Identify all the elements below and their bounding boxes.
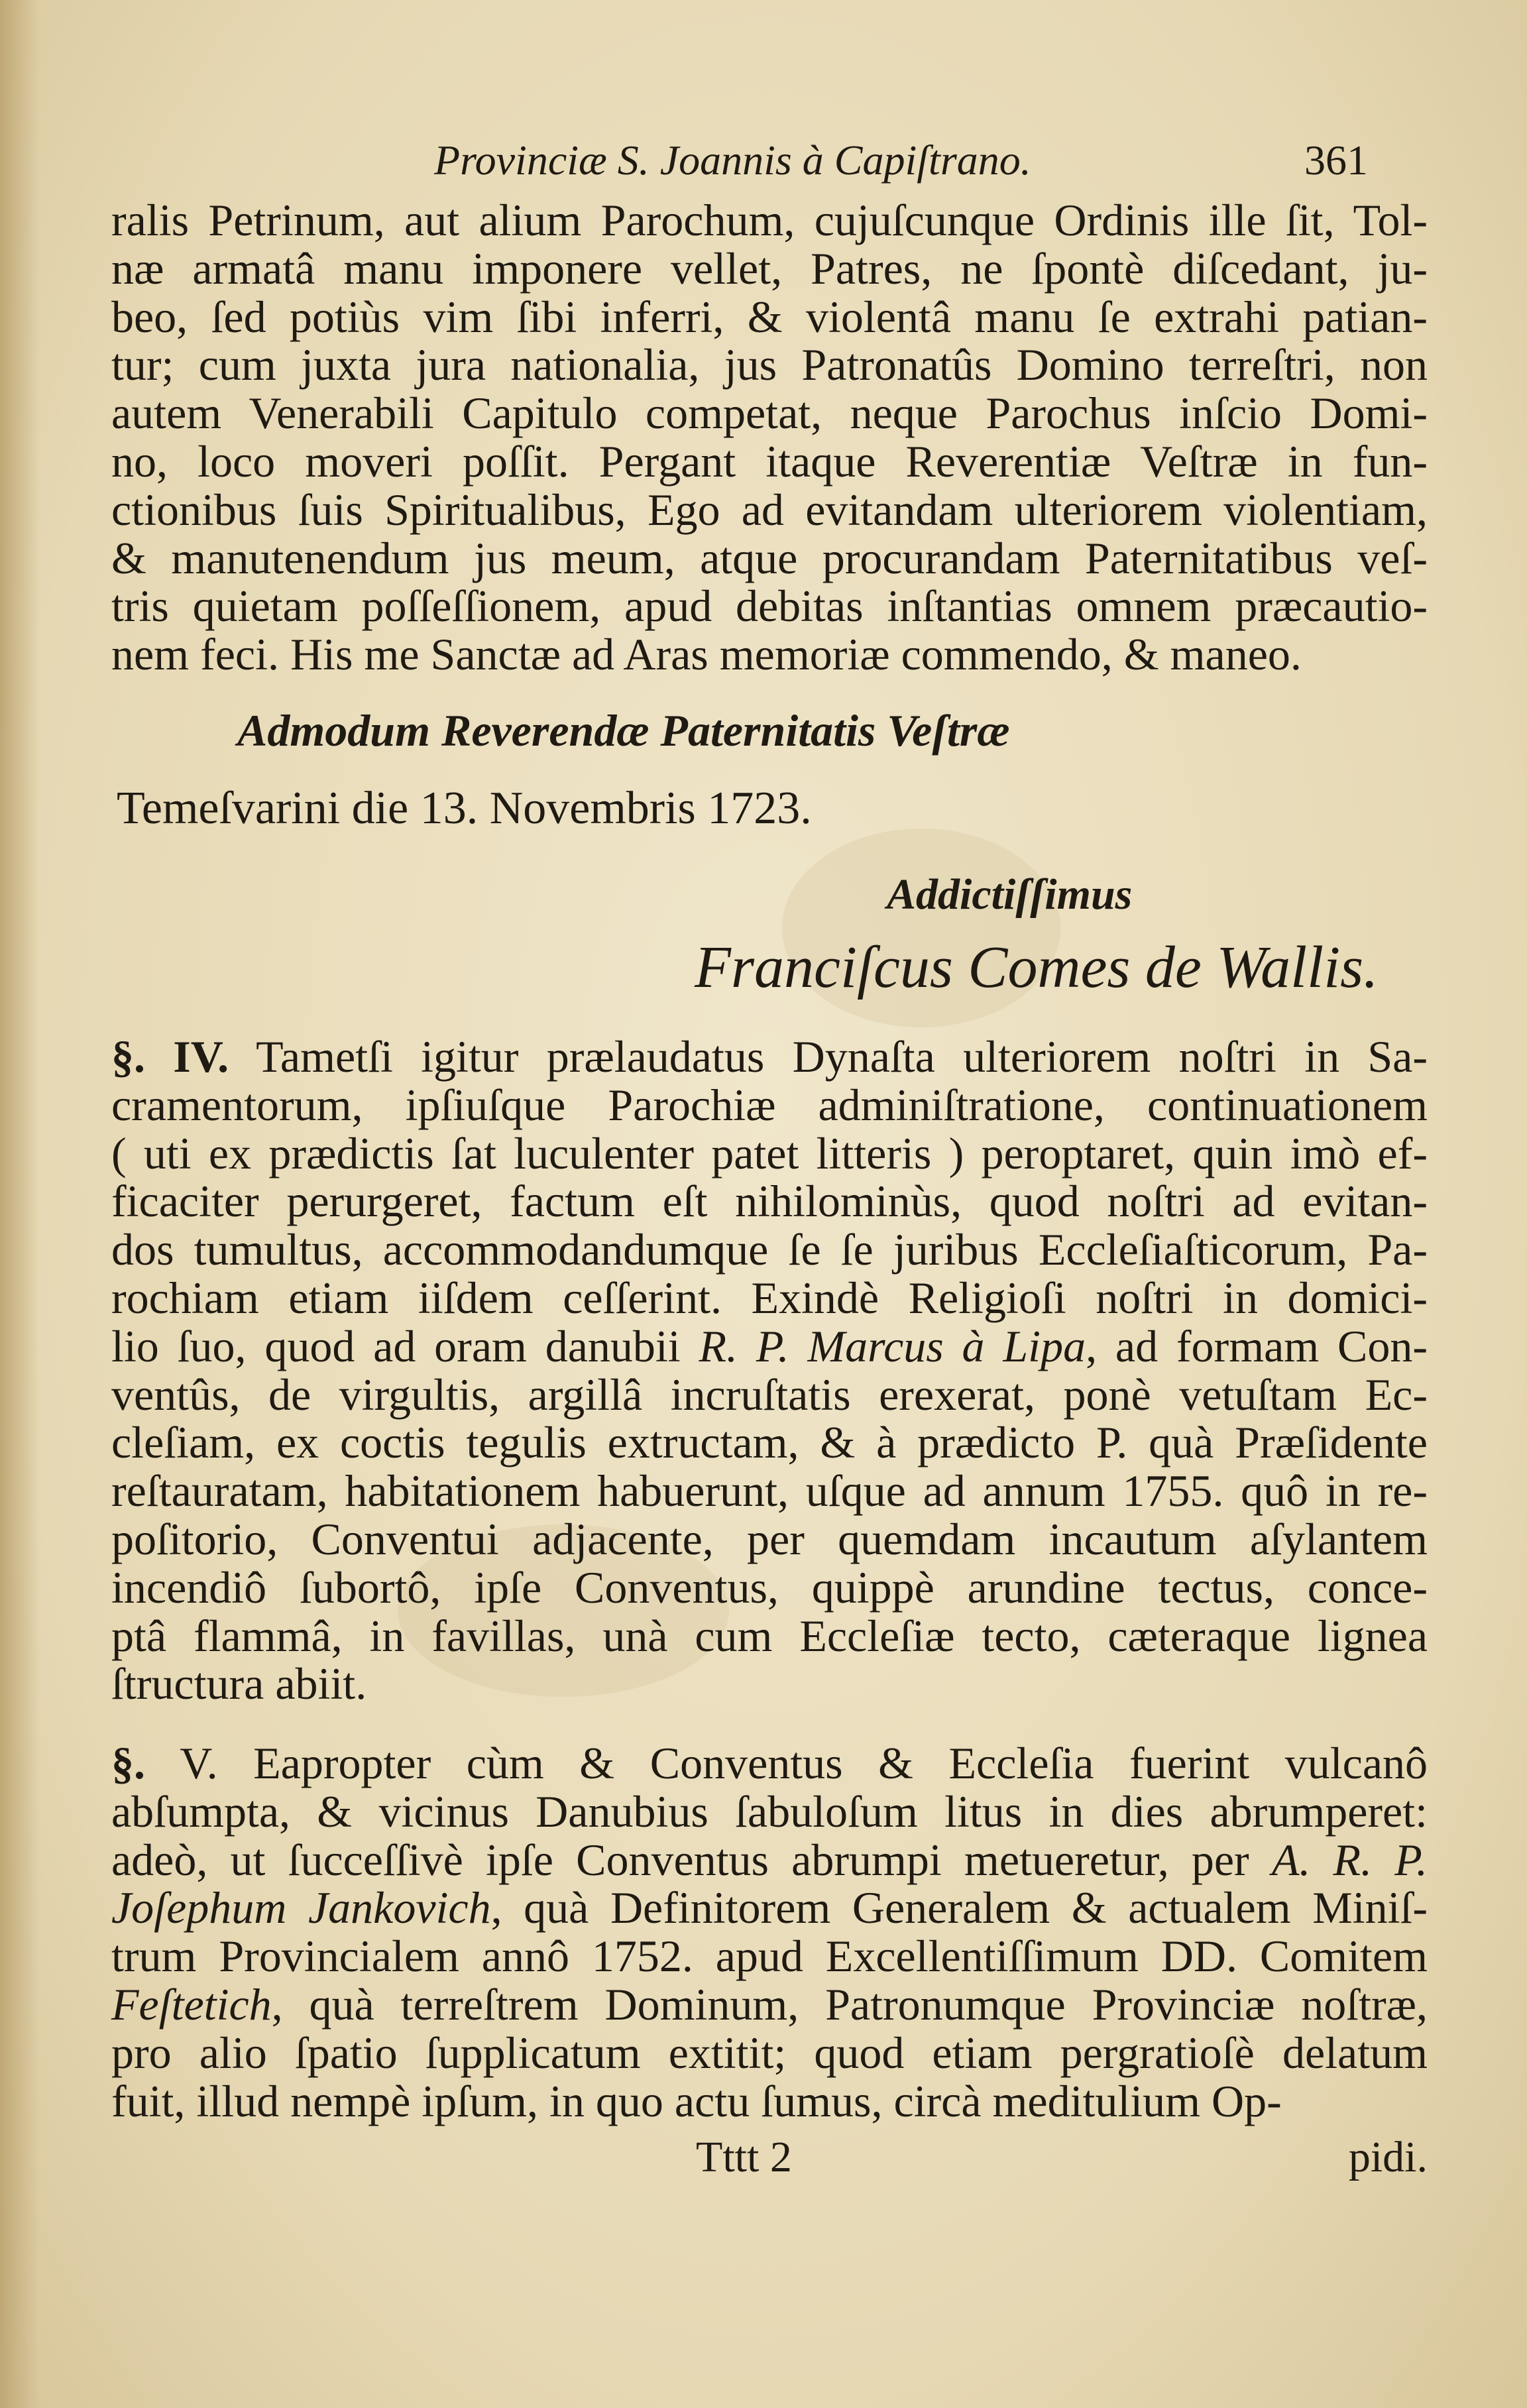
text-line xyxy=(111,1660,1428,1708)
text-segment: , quà terreſtrem Dominum, Patronumque Provinciæ noſtræ, xyxy=(271,1978,1428,2030)
text-line xyxy=(111,2077,1428,2126)
section-5-paragraph xyxy=(111,1739,1428,2125)
signature-mark: Tttt 2 xyxy=(696,2133,792,2181)
text-segment: abſumpta, & vicinus Danubius ſabuloſum litus in dies abrumperet: xyxy=(111,1786,1428,1837)
running-title: Provinciæ S. Joannis à Capiſtrano. xyxy=(434,137,1031,184)
text-line xyxy=(111,1467,1428,1515)
page-number: 361 xyxy=(1304,137,1368,184)
text-line xyxy=(111,1739,1428,1788)
dateline: Temeſvarini die 13. Novembris 1723. xyxy=(117,783,812,834)
text-line xyxy=(111,1226,1428,1274)
text-line: tris quietam poſſeſſionem, apud debitas inſtantias omnem præcautio- xyxy=(111,581,1428,632)
section-mark: §. xyxy=(111,1738,145,1788)
text-segment: dos tumultus, accommodandumque ſe ſe juribus Eccleſiaſticorum, Pa- xyxy=(111,1224,1428,1275)
catchword: pidi. xyxy=(1348,2133,1428,2181)
signature: Franciſcus Comes de Wallis. xyxy=(695,935,1379,1000)
section-mark: §. IV. xyxy=(111,1031,229,1082)
text-segment: Joſephum Jankovich xyxy=(111,1882,491,1933)
text-segment: Feſtetich xyxy=(111,1978,272,2030)
text-segment: Tametſi igitur prælaudatus Dynaſta ulteriorem noſtri in Sa- xyxy=(229,1031,1428,1082)
text-segment: reſtauratam, habitationem habuerunt, uſque ad annum 1755. quô in re- xyxy=(111,1465,1428,1517)
text-line xyxy=(111,1129,1428,1178)
text-segment: trum Provincialem annô 1752. apud Excellentiſſimum DD. Comitem xyxy=(111,1931,1428,1982)
text-segment: A. R. P. xyxy=(1271,1834,1428,1885)
text-line: næ armatâ manu imponere vellet, Patres, ne ſpontè diſcedant, ju- xyxy=(111,243,1428,294)
text-segment: R. P. Marcus à Lipa xyxy=(699,1320,1086,1371)
text-segment: ptâ flammâ, in favillas, unà cum Eccleſiæ tecto, cæteraque lignea xyxy=(111,1610,1428,1661)
text-line: ralis Petrinum, aut alium Parochum, cujuſcunque Ordinis ille ſit, Tol- xyxy=(111,195,1428,245)
text-segment: , ad formam Con- xyxy=(1086,1320,1428,1371)
text-line: tur; cum juxta jura nationalia, jus Patronatûs Domino terreſtri, non xyxy=(111,339,1428,390)
page-header xyxy=(116,127,1368,194)
text-segment: adeò, ut ſucceſſivè ipſe Conventus abrumpi metueretur, per xyxy=(111,1834,1272,1885)
text-line xyxy=(111,1836,1428,1884)
text-line: ctionibus ſuis Spiritualibus, Ego ad evitandam ulteriorem violentiam, xyxy=(111,484,1428,535)
text-line xyxy=(111,1371,1428,1419)
text-line xyxy=(111,2029,1428,2077)
text-line: & manutenendum jus meum, atque procurandam Paternitatibus veſ- xyxy=(111,532,1428,583)
closing-formula: Admodum Reverendæ Paternitatis Veſtræ xyxy=(237,705,1010,756)
text-line xyxy=(111,1788,1428,1836)
text-segment: cramentorum, ipſiuſque Parochiæ adminiſtratione, continuationem xyxy=(111,1079,1428,1130)
text-line xyxy=(111,1612,1428,1660)
text-segment: V. Eapropter cùm & Conventus & Eccleſia fuerint vulcanô xyxy=(145,1738,1428,1788)
text-segment: cleſiam, ex coctis tegulis extructam, & à prædicto P. quà Præſidente xyxy=(111,1417,1428,1468)
text-segment: ( uti ex prædictis ſat luculenter patet litteris ) peroptaret, quin imò ef- xyxy=(111,1127,1428,1178)
text-segment: incendiô ſubortô, ipſe Conventus, quippè arundine tectus, conce- xyxy=(111,1562,1428,1613)
section-4-paragraph xyxy=(111,1033,1428,1708)
text-segment: ficaciter perurgeret, factum eſt nihilominùs, quod noſtri ad evitan- xyxy=(111,1176,1428,1227)
text-line: no, loco moveri poſſit. Pergant itaque Reverentiæ Veſtræ in fun- xyxy=(111,435,1428,487)
text-line: beo, ſed potiùs vim ſibi inferri, & violentâ manu ſe extrahi patian- xyxy=(111,291,1428,342)
text-segment: lio ſuo, quod ad oram danubii xyxy=(111,1320,699,1371)
text-segment: poſitorio, Conventui adjacente, per quemdam incautum aſylantem xyxy=(111,1513,1428,1564)
text-line xyxy=(111,1418,1428,1467)
text-segment: fuit, illud nempè ipſum, in quo actu ſumus, circà meditulium Op- xyxy=(111,2075,1282,2126)
valediction: Addictiſſimus xyxy=(887,870,1133,919)
text-segment: ſtructura abiit. xyxy=(111,1658,367,1709)
letter-body xyxy=(111,196,1428,679)
text-line xyxy=(111,1033,1428,1081)
text-line xyxy=(111,1515,1428,1564)
text-line xyxy=(111,1564,1428,1612)
page-footer xyxy=(696,2131,1428,2184)
text-line xyxy=(111,1081,1428,1129)
text-line: nem feci. His me Sanctæ ad Aras memoriæ commendo, & maneo. xyxy=(111,629,1302,680)
text-segment: pro alio ſpatio ſupplicatum extitit; quod etiam pergratioſè delatum xyxy=(111,2027,1428,2078)
text-line: autem Venerabili Capitulo competat, neque Parochus inſcio Domi- xyxy=(111,388,1428,439)
text-line xyxy=(111,1884,1428,1932)
text-line xyxy=(111,1980,1428,2029)
text-segment: rochiam etiam iiſdem ceſſerint. Exindè Religioſi noſtri in domici- xyxy=(111,1272,1428,1323)
text-segment: , quà Definitorem Generalem & actualem Miniſ- xyxy=(490,1882,1428,1933)
text-segment: ventûs, de virgultis, argillâ incruſtatis erexerat, ponè vetuſtam Ec- xyxy=(111,1369,1428,1420)
text-line xyxy=(111,1274,1428,1322)
text-line xyxy=(111,1932,1428,1980)
text-line xyxy=(111,1177,1428,1226)
text-line xyxy=(111,1322,1428,1371)
